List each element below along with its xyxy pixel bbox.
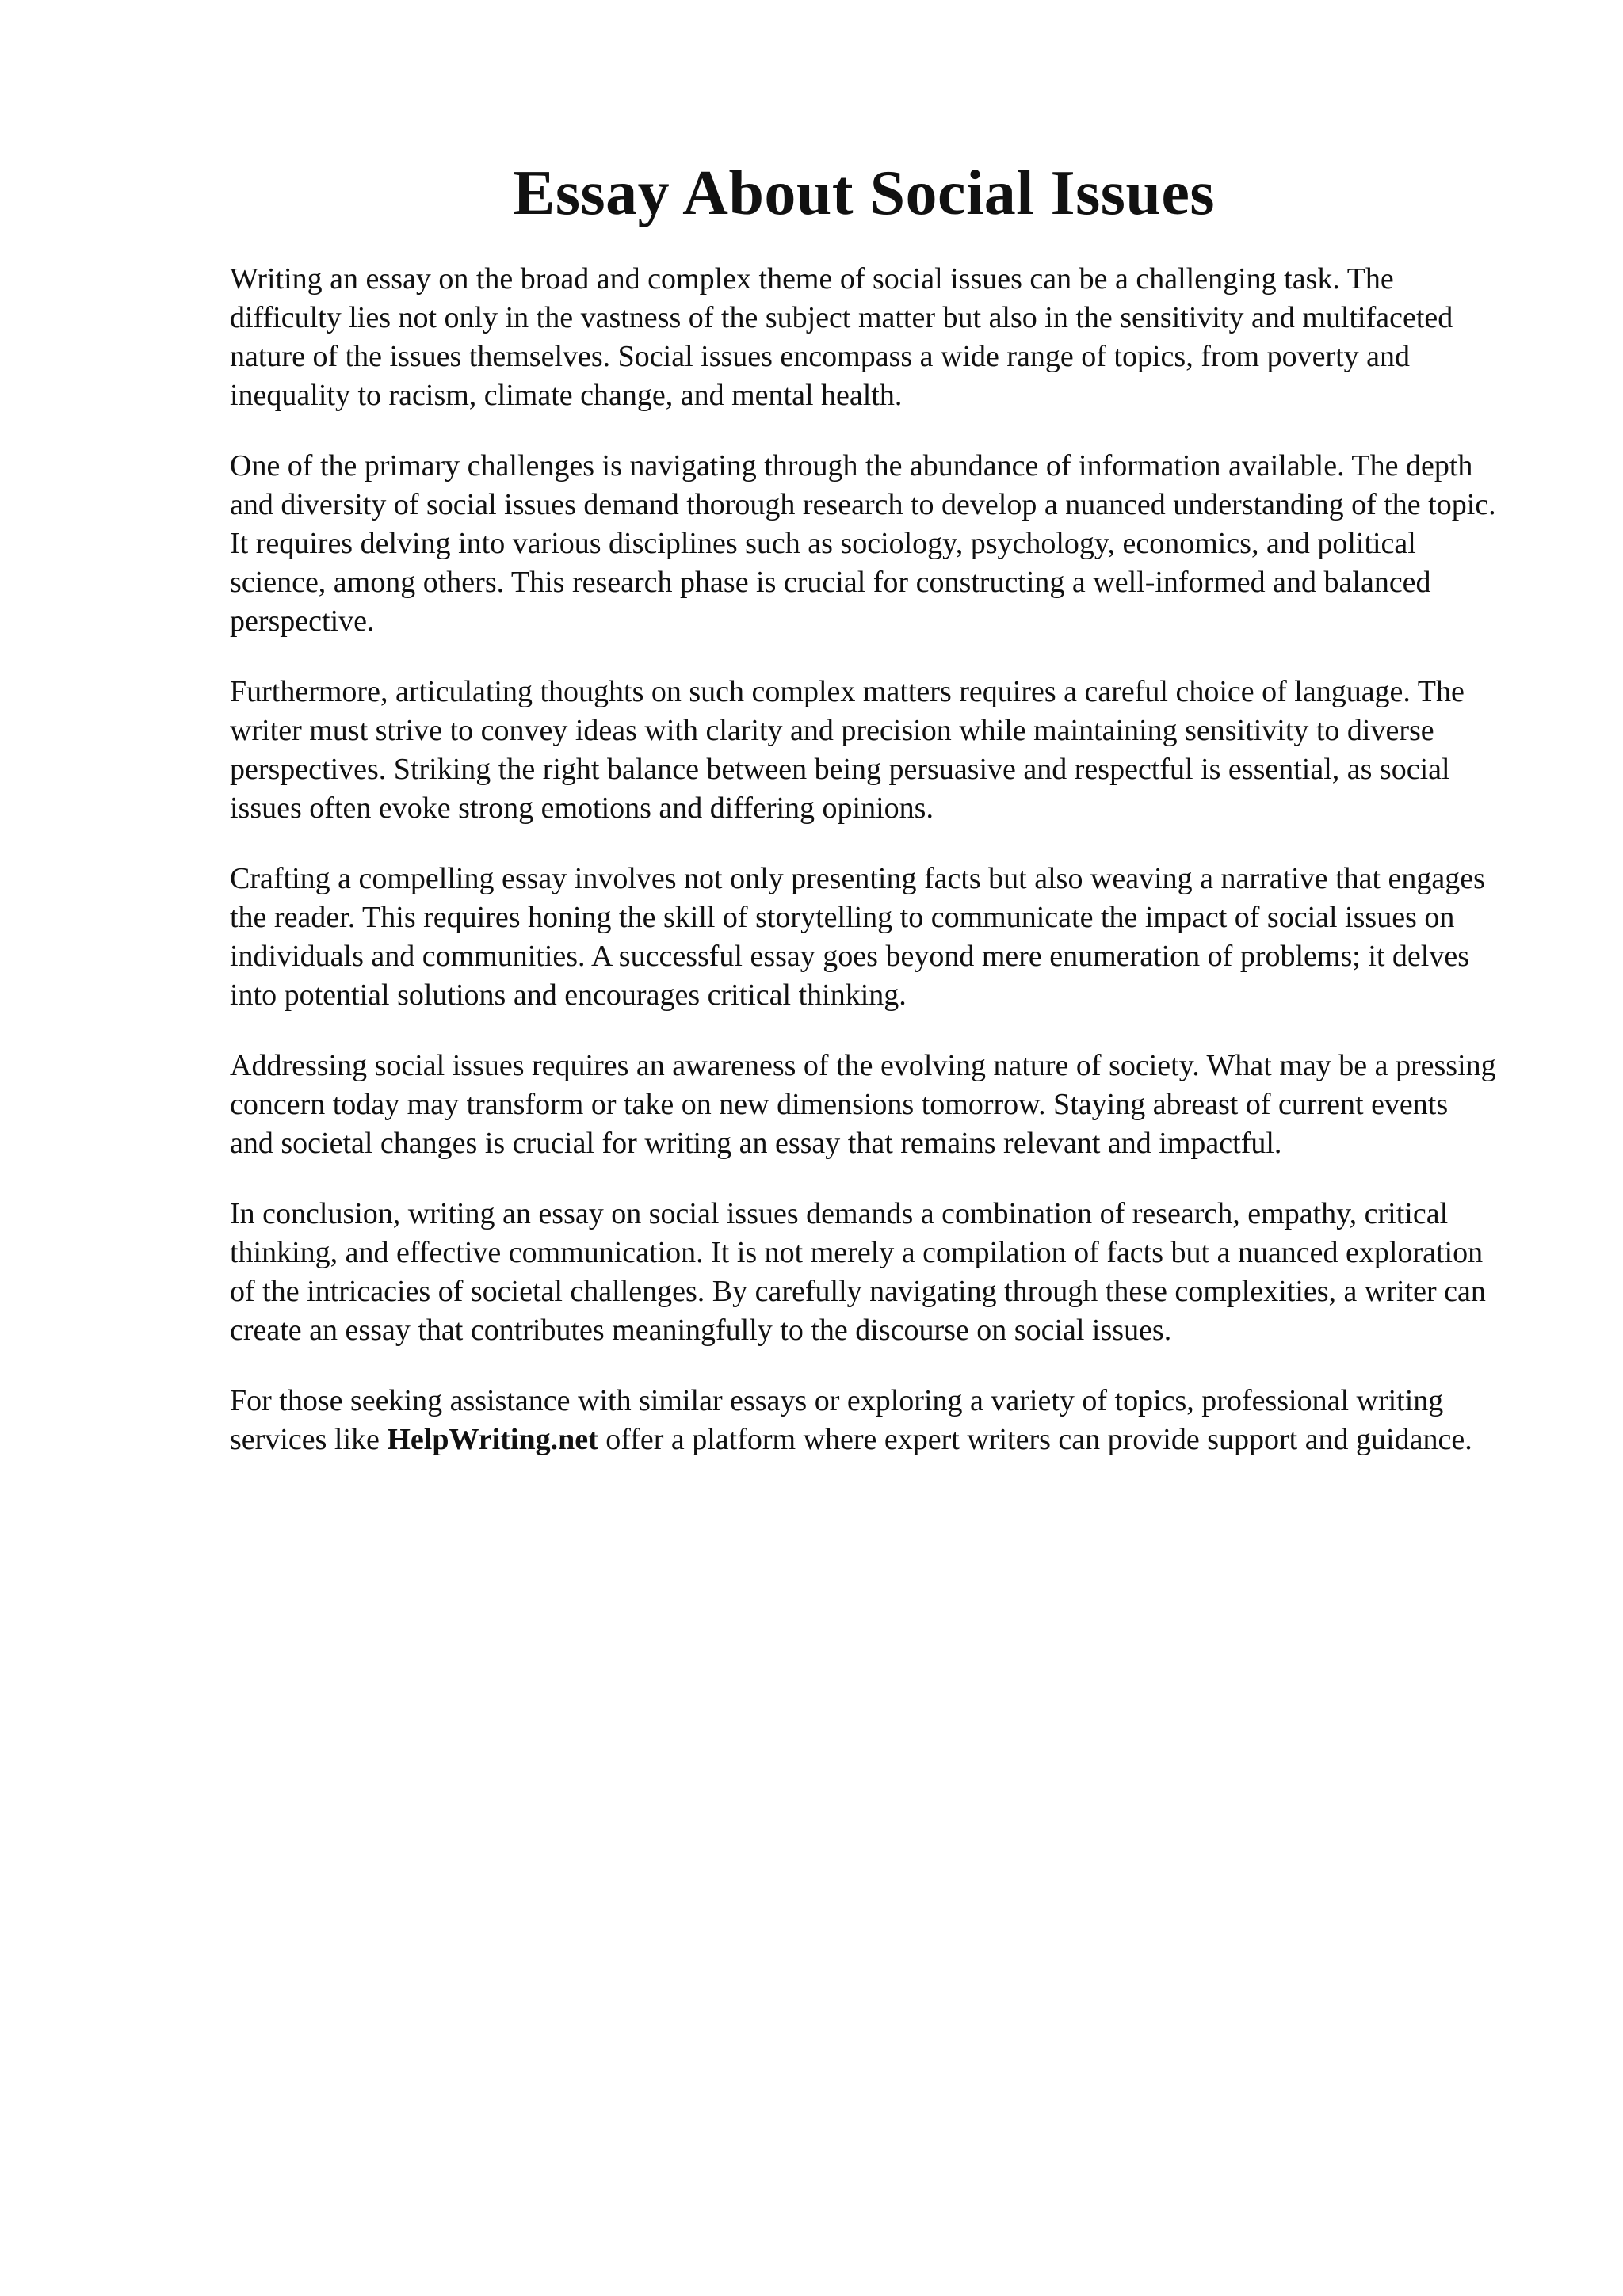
closing-paragraph [230, 1382, 1498, 1459]
paragraph-1: Writing an essay on the broad and complex theme of social issues can be a challenging task. The difficulty lies not only in the vastness of the subject matter but also in the sensitivity and multifaceted nature of the issues themselves. Social issues encompass a wide range of topics, from poverty and inequality to racism, climate change, and mental health. [230, 262, 1453, 412]
closing-text-after: offer a platform where expert writers can provide support and guidance. [598, 1423, 1472, 1456]
brand-name: HelpWriting.net [387, 1423, 598, 1456]
essay-body [230, 260, 1498, 1459]
paragraph-5: Addressing social issues requires an awareness of the evolving nature of society. What may be a pressing concern today may transform or take on new dimensions tomorrow. Staying abreast of current events and societal changes is crucial for writing an essay that remains relevant and impactful. [230, 1049, 1496, 1160]
closing-text-before: For those seeking assistance with similar essays or exploring a variety of topics, professional writing services like [230, 1384, 1444, 1456]
paragraph-2: One of the primary challenges is navigating through the abundance of information available. The depth and diversity of social issues demand thorough research to develop a nuanced understanding of the topic. It requires delving into various disciplines such as sociology, psychology, economics, and political science, among others. This research phase is crucial for constructing a well-informed and balanced perspective. [230, 449, 1496, 638]
document-content [230, 155, 1498, 1491]
paragraph-6: In conclusion, writing an essay on social issues demands a combination of research, empathy, critical thinking, and effective communication. It is not merely a compilation of facts but a nuanced exploration of the intricacies of societal challenges. By carefully navigating through these complexities, a writer can create an essay that contributes meaningfully to the discourse on social issues. [230, 1197, 1486, 1347]
paragraph-4: Crafting a compelling essay involves not only presenting facts but also weaving a narrative that engages the reader. This requires honing the skill of storytelling to communicate the impact of social issues on individuals and communities. A successful essay goes beyond mere enumeration of problems; it delves into potential solutions and encourages critical thinking. [230, 862, 1485, 1012]
paragraph-3: Furthermore, articulating thoughts on such complex matters requires a careful choice of language. The writer must strive to convey ideas with clarity and precision while maintaining sensitivity to diverse perspectives. Striking the right balance between being persuasive and respectful is essential, as social issues often evoke strong emotions and differing opinions. [230, 675, 1465, 825]
document-title: Essay About Social Issues [512, 158, 1216, 228]
